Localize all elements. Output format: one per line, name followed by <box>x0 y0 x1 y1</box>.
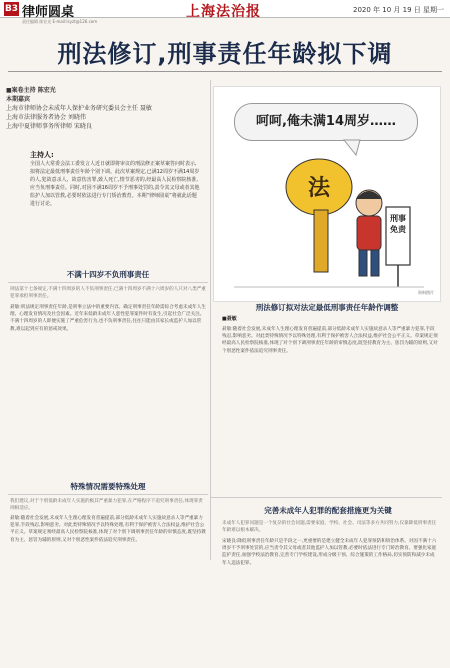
section2-rule <box>8 494 208 495</box>
photo-credit: 资料图片 <box>418 290 434 295</box>
headline-rule <box>8 71 442 72</box>
guest-line: 上海中夏律师事务所律师 宋晓良 <box>6 123 92 130</box>
guest-line: 上海市法律服务者协会 刘晓伟 <box>6 114 86 121</box>
credits-block <box>6 86 206 131</box>
section3-title: 完善未成年人犯罪的配套措施更为关键 <box>264 506 392 515</box>
illustration <box>213 86 441 302</box>
section1-rule <box>8 282 208 283</box>
speech-bubble: 呵呵,俺未满14周岁…… <box>234 103 418 141</box>
section3-text: 宋晓良:降低刑事责任年龄只是手段之一,更重要的是建立健全未成年人犯罪预防和矫治体系。对因不满十六周岁不予刑事处罚的,应当责令其父母或者其他监护人加以管教,必要时依法进行专门矫治教育。要强化家庭监护责任,加强学校法治教育,完善专门学校建设,形成分级干预、综合施策的工作格局,切实预防和减少未成年人违法犯罪。 <box>222 539 437 566</box>
lead-label: 主持人: <box>30 151 54 159</box>
section3-intro: 未成年人犯罪问题是一个复杂的社会问题,需要家庭、学校、社会、司法等多方共同努力,仅靠降低刑事责任年龄难以根本解决。 <box>222 521 437 533</box>
paper-logo: 上海法治报 <box>186 4 261 20</box>
host-line: ■案卷主持 陈宏光 <box>6 87 56 94</box>
section1-title: 不满十四岁不负刑事责任 <box>66 270 150 279</box>
law-character: 法 <box>307 175 330 201</box>
section2-text: 聂敏:随着社会发展,未成年人生理心理发育普遍提前,部分低龄未成年人实施故意杀人等严重暴力犯罪,手段残忍,影响恶劣。对此类特殊情况予以特殊处理,有利于保护被害人合法权益,维护社会公平正义。草案规定须经最高人民检察院核准,体现了对个别下调刑事责任年龄的审慎态度,既坚持教育为主、惩罚为辅的原则,又对个别恶性案件依法追究刑事责任。 <box>10 516 206 543</box>
page-code: B3 <box>4 4 19 14</box>
section2-intro: 我们建议,对于个别低龄未成年人实施的极其严重暴力犯罪,在严格程序下追究刑事责任,体现罪责刑相适应。 <box>10 499 203 511</box>
section2-title: 特殊情况需要特殊处理 <box>70 482 146 491</box>
guest-line: 上海市律师协会未成年人保护业务研究委员会主任 聂敏 <box>6 105 152 112</box>
article-byline: ■聂敏 <box>222 316 237 322</box>
lead-text: 全国人大常委会法工委发言人近日就即将审议的刑法修正案草案答问时表示,拟将法定最低刑事责任年龄个别下调。此次草案规定,已满12周岁不满14周岁的人,犯故意杀人、故意伤害罪,致人死亡,情节恶劣的,经最高人民检察院核准,应当负刑事责任。同时,对因不满16周岁不予刑事处罚的,责令其父母或者其他监护人加以管教,必要时依法进行专门矫治教育。本期“律师圆桌”将就此话题进行讨论。 <box>30 161 200 207</box>
illustration-caption: 刑法修订拟对法定最低刑事责任年龄作调整 <box>255 303 399 312</box>
section1-intro: 刑法第十七条规定,不满十四周岁的人不负刑事责任,已满十四周岁不满十六周岁的人只对八类严重犯罪承担刑事责任。 <box>10 287 206 299</box>
section-subtitle: 责任编辑 陈宏光 E-mail:lsyzt@126.com <box>22 19 98 24</box>
section1-text: 聂敏:刑法规定刑事责任年龄,是刑事立法中的重要内容。确定刑事责任年龄需综合考虑未成年人生理、心理发育情况及社会因素。近年来低龄未成年人恶性犯罪案件时有发生,引起社会广泛关注。不满十四周岁的人即便实施了严重危害行为,也不负刑事责任,往往只能由其家长或监护人加以管教,难以起到应有的惩戒效果。 <box>10 305 206 332</box>
masthead-bar <box>0 0 450 18</box>
section3-top-rule <box>210 497 442 498</box>
section-title: 律师圆桌 <box>22 5 75 20</box>
page-headline: 刑法修订,刑事责任年龄拟下调 <box>57 40 393 68</box>
illustration-article-text: 聂敏:随着社会发展,未成年人生理心理发育普遍提前,部分低龄未成年人实施故意杀人等严重暴力犯罪,手段残忍,影响恶劣。对此类特殊情况予以特殊处理,有利于保护被害人合法权益,维护社会公平正义。草案规定须经最高人民检察院核准,体现了对个别下调刑事责任年龄的审慎态度,既坚持教育为主、惩罚为辅的原则,又对个别恶性案件依法追究刑事责任。 <box>222 327 438 354</box>
column-divider <box>210 80 211 560</box>
issue-date: 2020 年 10 月 19 日 星期一 <box>353 6 444 14</box>
guests-title: 本期嘉宾 <box>6 96 31 103</box>
sign-text: 刑事免责 <box>390 214 406 234</box>
